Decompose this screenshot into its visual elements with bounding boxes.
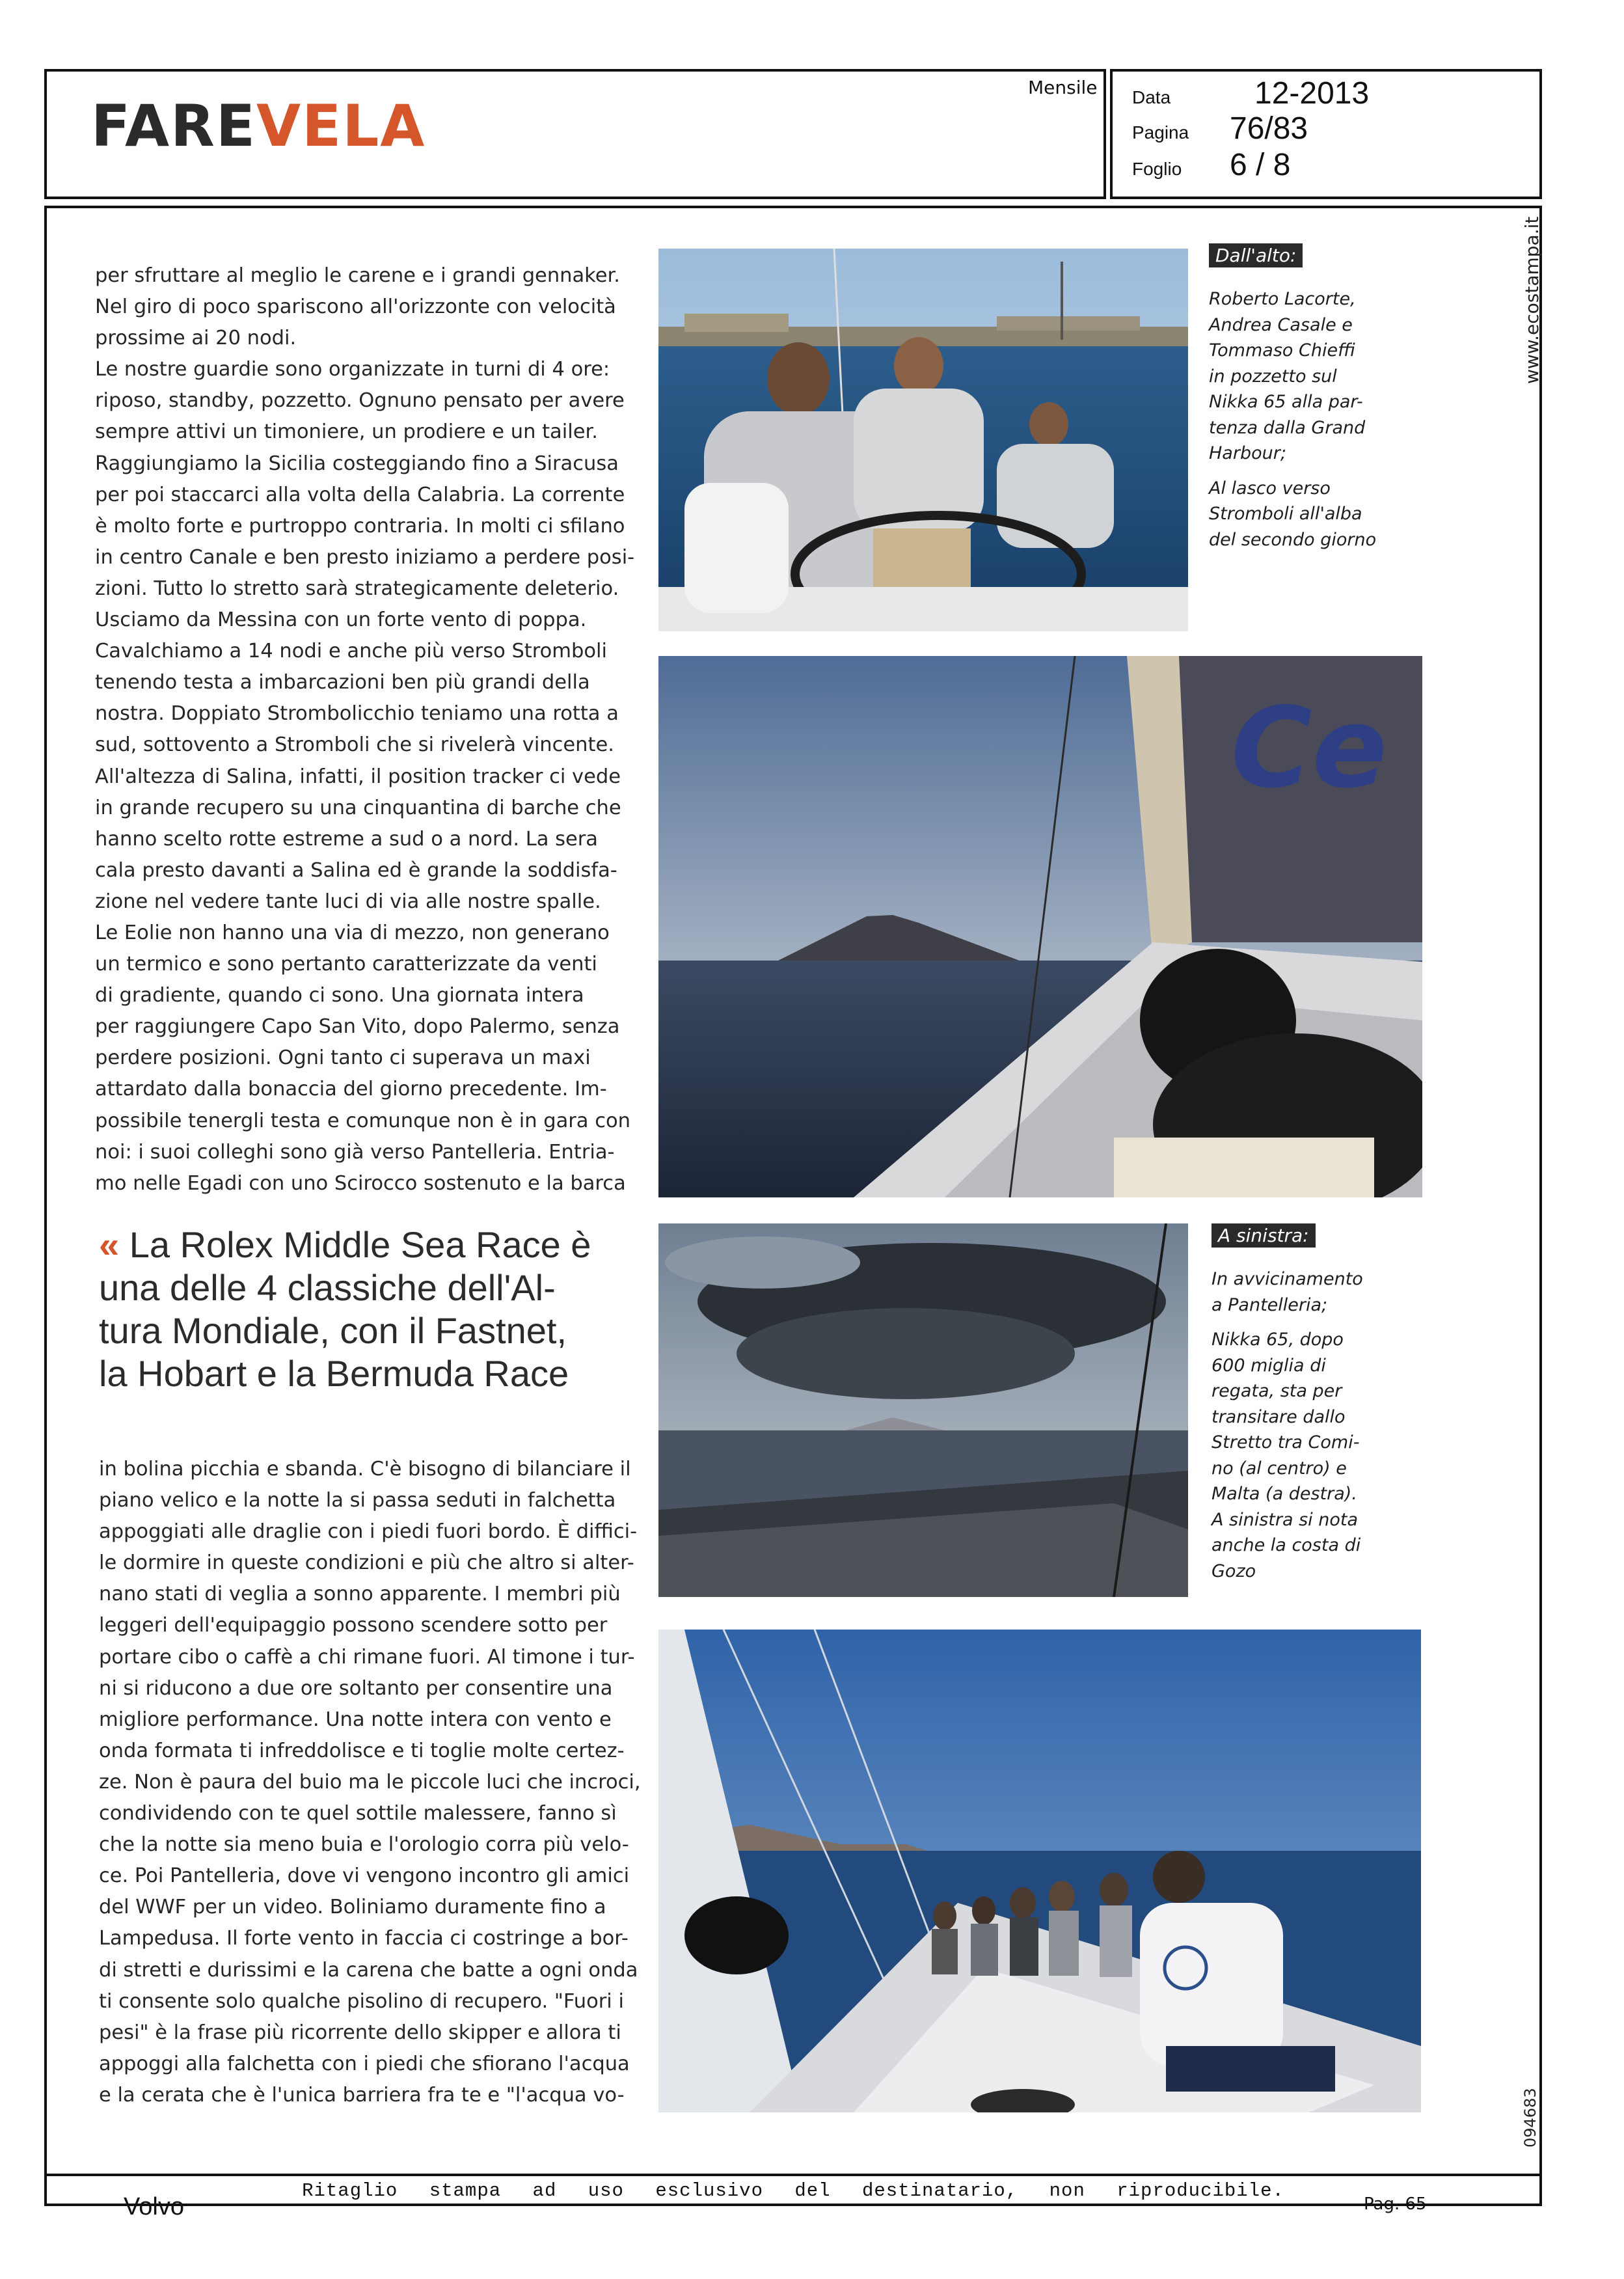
caption-line: Gozo xyxy=(1211,1561,1256,1581)
caption-line: anche la costa di xyxy=(1211,1535,1361,1555)
text-line: nano stati di veglia a sonno apparente. I membri più xyxy=(99,1583,621,1606)
text-line: zione nel vedere tante luci di via alle nostre spalle. xyxy=(95,890,601,913)
text-line: portare cibo o caffè a chi rimane fuori. Al timone i tur- xyxy=(99,1645,635,1669)
text-line: Le nostre guardie sono organizzate in turni di 4 ore: xyxy=(95,358,610,381)
text-line: Cavalchiamo a 14 nodi e anche più verso Stromboli xyxy=(95,640,607,663)
text-line: di gradiente, quando ci sono. Una giornata intera xyxy=(95,984,584,1007)
caption-line: In avvicinamento xyxy=(1211,1269,1363,1289)
quote-line: La Rolex Middle Sea Race è xyxy=(129,1224,591,1265)
text-line: e la cerata che è l'unica barriera fra te e "l'acqua vo- xyxy=(99,2083,625,2107)
photo-crew-cockpit xyxy=(658,249,1188,631)
article-column-1 xyxy=(95,260,634,1199)
side-url: www.ecostampa.it xyxy=(1521,216,1543,384)
caption-top xyxy=(1209,243,1417,553)
text-line: che la notte sia meno buia e l'orologio corra più velo- xyxy=(99,1833,629,1857)
caption-line: in pozzetto sul xyxy=(1209,366,1337,387)
text-line: piano velico e la notte la si passa seduti in falchetta xyxy=(99,1489,616,1512)
text-line: riposo, standby, pozzetto. Ognuno pensato per avere xyxy=(95,389,625,413)
text-line: ze. Non è paura del buio ma le piccole luci che incroci, xyxy=(99,1770,641,1794)
side-code: 094683 xyxy=(1521,2088,1539,2148)
caption-line: del secondo giorno xyxy=(1209,529,1377,550)
caption-tag: A sinistra: xyxy=(1211,1223,1316,1248)
logo-fare: FARE xyxy=(91,92,256,159)
caption-line: Malta (a destra). xyxy=(1211,1484,1357,1504)
text-line: di stretti e durissimi e la carena che batte a ogni onda xyxy=(99,1958,638,1982)
text-line: sempre attivi un timoniere, un prodiere e un tailer. xyxy=(95,420,598,444)
pagina-value: 76/83 xyxy=(1230,111,1308,146)
photo-stromboli-dawn xyxy=(658,656,1422,1197)
caption-line: A sinistra si nota xyxy=(1211,1509,1359,1530)
caption-line: Tommaso Chieffi xyxy=(1209,340,1356,361)
quote-line: la Hobart e la Bermuda Race xyxy=(99,1353,569,1394)
text-line: migliore performance. Una notte intera con vento e xyxy=(99,1708,612,1731)
text-line: per poi staccarci alla volta della Calabria. La corrente xyxy=(95,483,625,506)
quote-line: tura Mondiale, con il Fastnet, xyxy=(99,1310,567,1351)
text-line: per raggiungere Capo San Vito, dopo Palermo, senza xyxy=(95,1015,620,1039)
text-line: Lampedusa. Il forte vento in faccia ci costringe a bor- xyxy=(99,1927,629,1950)
text-line: in centro Canale e ben presto iniziamo a perdere posi- xyxy=(95,545,635,569)
foglio-label: Foglio xyxy=(1132,159,1182,179)
caption-line: Harbour; xyxy=(1209,443,1286,463)
text-line: ni si riducono a due ore soltanto per consentire una xyxy=(99,1676,613,1700)
data-value: 12-2013 xyxy=(1254,76,1370,111)
caption-line: 600 miglia di xyxy=(1211,1355,1326,1376)
caption-line: Stromboli all'alba xyxy=(1209,504,1362,524)
footer-page-number: Pag. 65 xyxy=(1364,2194,1427,2214)
text-line: un termico e sono pertanto caratterizzate da venti xyxy=(95,953,597,976)
caption-line: Nikka 65 alla par- xyxy=(1209,392,1363,412)
quote-line: una delle 4 classiche dell'Al- xyxy=(99,1267,556,1308)
pagina-label: Pagina xyxy=(1132,122,1189,143)
text-line: possibile tenergli testa e comunque non è in gara con xyxy=(95,1109,630,1132)
caption-left xyxy=(1211,1223,1420,1584)
text-line: zioni. Tutto lo stretto sarà strategicamente deleterio. xyxy=(95,577,619,600)
text-line: sud, sottovento a Stromboli che si rivelerà vincente. xyxy=(95,733,614,757)
caption-line: Nikka 65, dopo xyxy=(1211,1330,1344,1350)
photo-crew-on-rail xyxy=(658,1630,1421,2112)
footer-client: Volvo xyxy=(124,2193,184,2220)
text-line: onda formata ti infreddolisce e ti toglie molte certez- xyxy=(99,1739,625,1762)
quote-mark: « xyxy=(99,1224,120,1265)
pull-quote xyxy=(99,1223,591,1395)
caption-line: no (al centro) e xyxy=(1211,1458,1347,1479)
magazine-logo xyxy=(91,92,426,159)
text-line: Usciamo da Messina con un forte vento di poppa. xyxy=(95,608,587,632)
text-line: noi: i suoi colleghi sono già verso Pantelleria. Entria- xyxy=(95,1140,615,1164)
text-line: pesi" è la frase più ricorrente dello skipper e allora ti xyxy=(99,2021,621,2044)
caption-text xyxy=(1209,286,1417,553)
text-line: cala presto davanti a Salina ed è grande la soddisfa- xyxy=(95,858,617,882)
text-line: appoggi alla falchetta con i piedi che sfiorano l'acqua xyxy=(99,2052,630,2075)
text-line: tenendo testa a imbarcazioni ben più grandi della xyxy=(95,671,590,694)
text-line: Nel giro di poco spariscono all'orizzonte con velocità xyxy=(95,295,616,319)
text-line: appoggiati alle draglie con i piedi fuori bordo. È diffici- xyxy=(99,1520,638,1544)
caption-line: Roberto Lacorte, xyxy=(1209,289,1356,309)
text-line: Le Eolie non hanno una via di mezzo, non generano xyxy=(95,921,610,944)
data-label: Data xyxy=(1132,87,1171,107)
caption-tag: Dall'alto: xyxy=(1209,243,1303,267)
caption-line: Andrea Casale e xyxy=(1209,314,1353,335)
caption-line: a Pantelleria; xyxy=(1211,1294,1328,1315)
text-line: attardato dalla bonaccia del giorno precedente. Im- xyxy=(95,1078,607,1101)
text-line: condividendo con te quel sottile malessere, fanno sì xyxy=(99,1802,617,1825)
article-column-2 xyxy=(99,1454,641,2111)
caption-line: tenza dalla Grand xyxy=(1209,417,1366,438)
logo-vela: VELA xyxy=(256,92,426,159)
text-line: ce. Poi Pantelleria, dove vi vengono incontro gli amici xyxy=(99,1864,630,1888)
text-line: nostra. Doppiato Strombolicchio teniamo una rotta a xyxy=(95,702,619,726)
text-line: All'altezza di Salina, infatti, il position tracker ci vede xyxy=(95,765,621,788)
frequency-label: Mensile xyxy=(1028,77,1098,98)
text-line: è molto forte e purtroppo contraria. In molti ci sfilano xyxy=(95,514,625,538)
meta-pagina-row xyxy=(1132,111,1308,146)
text-line: mo nelle Egadi con uno Scirocco sostenuto e la barca xyxy=(95,1171,626,1195)
text-line: in bolina picchia e sbanda. C'è bisogno di bilanciare il xyxy=(99,1458,631,1481)
text-line: leggeri dell'equipaggio possono scendere sotto per xyxy=(99,1614,608,1637)
text-line: del WWF per un video. Boliniamo duramente fino a xyxy=(99,1896,606,1919)
caption-line: transitare dallo xyxy=(1211,1406,1346,1427)
text-line: hanno scelto rotte estreme a sud o a nord. La sera xyxy=(95,827,598,851)
text-line: in grande recupero su una cinquantina di barche che xyxy=(95,796,621,819)
caption-text xyxy=(1211,1266,1420,1584)
text-line: per sfruttare al meglio le carene e i grandi gennaker. xyxy=(95,264,620,287)
caption-line: Stretto tra Comi- xyxy=(1211,1432,1360,1453)
text-line: perdere posizioni. Ogni tanto ci superava un maxi xyxy=(95,1046,591,1070)
disclaimer-text: Ritaglio stampa ad uso esclusivo del destinatario, non riproducibile. xyxy=(302,2180,1284,2202)
text-line: le dormire in queste condizioni e più che altro si alter- xyxy=(99,1551,634,1575)
text-line: ti consente solo qualche pisolino di recupero. "Fuori i xyxy=(99,1989,624,2013)
foglio-value: 6 / 8 xyxy=(1230,148,1291,182)
text-line: prossime ai 20 nodi. xyxy=(95,327,297,350)
meta-foglio-row xyxy=(1132,147,1290,183)
caption-line: Al lasco verso xyxy=(1209,478,1331,498)
sail-lettering: Ce xyxy=(1231,684,1388,813)
photo-pantelleria-approach xyxy=(658,1223,1188,1597)
text-line: Raggiungiamo la Sicilia costeggiando fino a Siracusa xyxy=(95,452,619,475)
meta-data-row xyxy=(1132,75,1369,111)
caption-line: regata, sta per xyxy=(1211,1381,1342,1401)
issue-meta-box xyxy=(1110,69,1542,199)
